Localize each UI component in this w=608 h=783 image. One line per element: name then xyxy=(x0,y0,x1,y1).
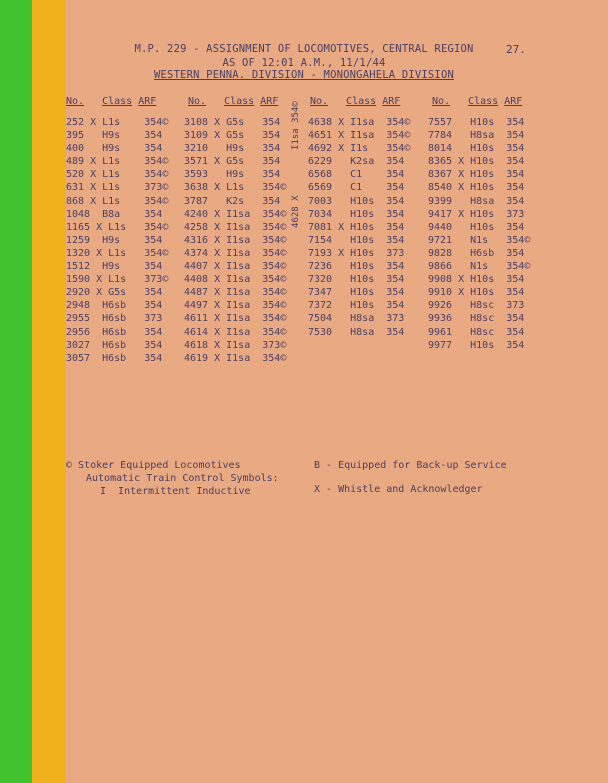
table-row: 4240 X I1sa 354© xyxy=(184,208,287,220)
table-row: 9908 X H10s 354 xyxy=(428,274,525,286)
margin-note-1: I1sa 354© xyxy=(291,101,301,150)
table-row: 4487 X I1sa 354© xyxy=(184,287,287,299)
header-no: No. xyxy=(66,96,85,107)
table-row: 6568 C1 354 xyxy=(308,169,405,181)
table-row: 868 X L1s 354© xyxy=(66,195,169,207)
table-row: 9417 X H10s 373 xyxy=(428,208,525,220)
legend-backup: B - Equipped for Back-up Service xyxy=(314,460,507,471)
table-row: 4611 X I1sa 354© xyxy=(184,313,287,325)
table-row: 2948 H6sb 354 xyxy=(66,300,163,312)
table-row: 7784 H8sa 354 xyxy=(428,130,525,142)
header-no: No. xyxy=(310,96,329,107)
table-row: 4407 X I1sa 354© xyxy=(184,261,287,273)
table-row: 6229 K2sa 354 xyxy=(308,156,405,168)
header-class: Class xyxy=(102,96,133,107)
table-row: 7557 H10s 354 xyxy=(428,117,525,128)
header-arf: ARF xyxy=(260,96,279,107)
table-row: 520 X L1s 354© xyxy=(66,169,169,181)
table-row: 9961 H8sc 354 xyxy=(428,326,525,338)
table-row: 9926 H8sc 373 xyxy=(428,300,525,312)
table-row: 7034 H10s 354 xyxy=(308,208,405,220)
legend-whistle: X - Whistle and Acknowledger xyxy=(314,484,483,495)
table-row: 3593 H9s 354 xyxy=(184,169,281,181)
table-row: 1512 H9s 354 xyxy=(66,261,163,273)
header-line-2: AS OF 12:01 A.M., 11/1/44 xyxy=(222,57,386,69)
table-row: 8540 X H10s 354 xyxy=(428,182,525,194)
green-binding-stripe xyxy=(0,0,32,783)
column-headers-1 xyxy=(66,96,156,107)
header-line-3: WESTERN PENNA. DIVISION - MONONGAHELA DIVISION xyxy=(154,69,454,81)
locomotive-column-1 xyxy=(66,116,168,365)
header-no: No. xyxy=(188,96,207,107)
table-row: 4316 X I1sa 354© xyxy=(184,234,287,246)
page-number: 27. xyxy=(506,43,526,56)
table-row: 1048 B8a 354 xyxy=(66,208,163,220)
table-row: 7347 H10s 354 xyxy=(308,287,405,299)
table-row: 9977 H10s 354 xyxy=(428,339,525,351)
header-class: Class xyxy=(346,96,377,107)
table-row: 4638 X I1sa 354© xyxy=(308,117,411,128)
table-row: 9399 H8sa 354 xyxy=(428,195,525,207)
column-headers-3 xyxy=(310,96,400,107)
table-row: 9936 H8sc 354 xyxy=(428,313,525,325)
table-row: 3571 X G5s 354 xyxy=(184,156,281,168)
table-row: 4614 X I1sa 354© xyxy=(184,326,287,338)
table-row: 7003 H10s 354 xyxy=(308,195,405,207)
table-row: 7320 H10s 354 xyxy=(308,274,405,286)
table-row: 4619 X I1sa 354© xyxy=(184,352,287,364)
header-class: Class xyxy=(468,96,499,107)
header-arf: ARF xyxy=(382,96,401,107)
table-row: 3027 H6sb 354 xyxy=(66,339,163,351)
table-row: 9910 X H10s 354 xyxy=(428,287,525,299)
legend-stoker: © Stoker Equipped Locomotives xyxy=(66,460,241,471)
table-row: 8365 X H10s 354 xyxy=(428,156,525,168)
table-row: 3210 H9s 354 xyxy=(184,143,281,155)
table-row: 252 X L1s 354© xyxy=(66,117,169,128)
table-row: 3057 H6sb 354 xyxy=(66,352,163,364)
table-row: 7193 X H10s 373 xyxy=(308,247,405,259)
header-class: Class xyxy=(224,96,255,107)
table-row: 8014 H10s 354 xyxy=(428,143,525,155)
table-row: 3787 K2s 354 xyxy=(184,195,281,207)
table-row: 1165 X L1s 354© xyxy=(66,221,169,233)
table-row: 6569 C1 354 xyxy=(308,182,405,194)
table-row: 4408 X I1sa 354© xyxy=(184,274,287,286)
table-row: 3638 X L1s 354© xyxy=(184,182,287,194)
locomotive-column-4 xyxy=(428,116,530,352)
table-row: 4618 X I1sa 373© xyxy=(184,339,287,351)
table-row: 7372 H10s 354 xyxy=(308,300,405,312)
table-row: 400 H9s 354 xyxy=(66,143,163,155)
table-row: 7081 X H10s 354 xyxy=(308,221,405,233)
table-row: 4651 X I1sa 354© xyxy=(308,130,411,142)
table-row: 2920 X G5s 354 xyxy=(66,287,163,299)
column-headers-2 xyxy=(188,96,278,107)
table-row: 4497 X I1sa 354© xyxy=(184,300,287,312)
table-row: 395 H9s 354 xyxy=(66,130,163,142)
table-row: 2956 H6sb 354 xyxy=(66,326,163,338)
header-arf: ARF xyxy=(138,96,157,107)
table-row: 9721 N1s 354© xyxy=(428,234,531,246)
column-headers-4 xyxy=(432,96,522,107)
header-line-1: M.P. 229 - ASSIGNMENT OF LOCOMOTIVES, CENTRAL REGION xyxy=(134,43,474,55)
table-row: 7154 H10s 354 xyxy=(308,234,405,246)
table-row: 4374 X I1sa 354© xyxy=(184,247,287,259)
table-row: 7530 H8sa 354 xyxy=(308,326,405,338)
table-row: 8367 X H10s 354 xyxy=(428,169,525,181)
table-row: 3108 X G5s 354 xyxy=(184,117,281,128)
table-row: 7236 H10s 354 xyxy=(308,261,405,273)
yellow-binding-stripe xyxy=(32,0,66,783)
locomotive-column-3 xyxy=(308,116,410,339)
table-row: 1259 H9s 354 xyxy=(66,234,163,246)
table-row: 9828 H6sb 354 xyxy=(428,247,525,259)
table-row: 1320 X L1s 354© xyxy=(66,247,169,259)
table-row: 631 X L1s 373© xyxy=(66,182,169,194)
legend-intermittent: I Intermittent Inductive xyxy=(100,486,251,497)
table-row: 9866 N1s 354© xyxy=(428,261,531,273)
table-row: 1590 X L1s 373© xyxy=(66,274,169,286)
table-row: 4692 X I1s 354© xyxy=(308,143,411,155)
table-row: 3109 X G5s 354 xyxy=(184,130,281,142)
table-row: 7504 H8sa 373 xyxy=(308,313,405,325)
legend-atc: Automatic Train Control Symbols: xyxy=(86,473,279,484)
table-row: 2955 H6sb 373 xyxy=(66,313,163,325)
locomotive-column-2 xyxy=(184,116,286,365)
table-row: 9440 H10s 354 xyxy=(428,221,525,233)
table-row: 489 X L1s 354© xyxy=(66,156,169,168)
margin-note-2: 4628 X xyxy=(291,195,301,228)
table-row: 4258 X I1sa 354© xyxy=(184,221,287,233)
header-arf: ARF xyxy=(504,96,523,107)
header-no: No. xyxy=(432,96,451,107)
